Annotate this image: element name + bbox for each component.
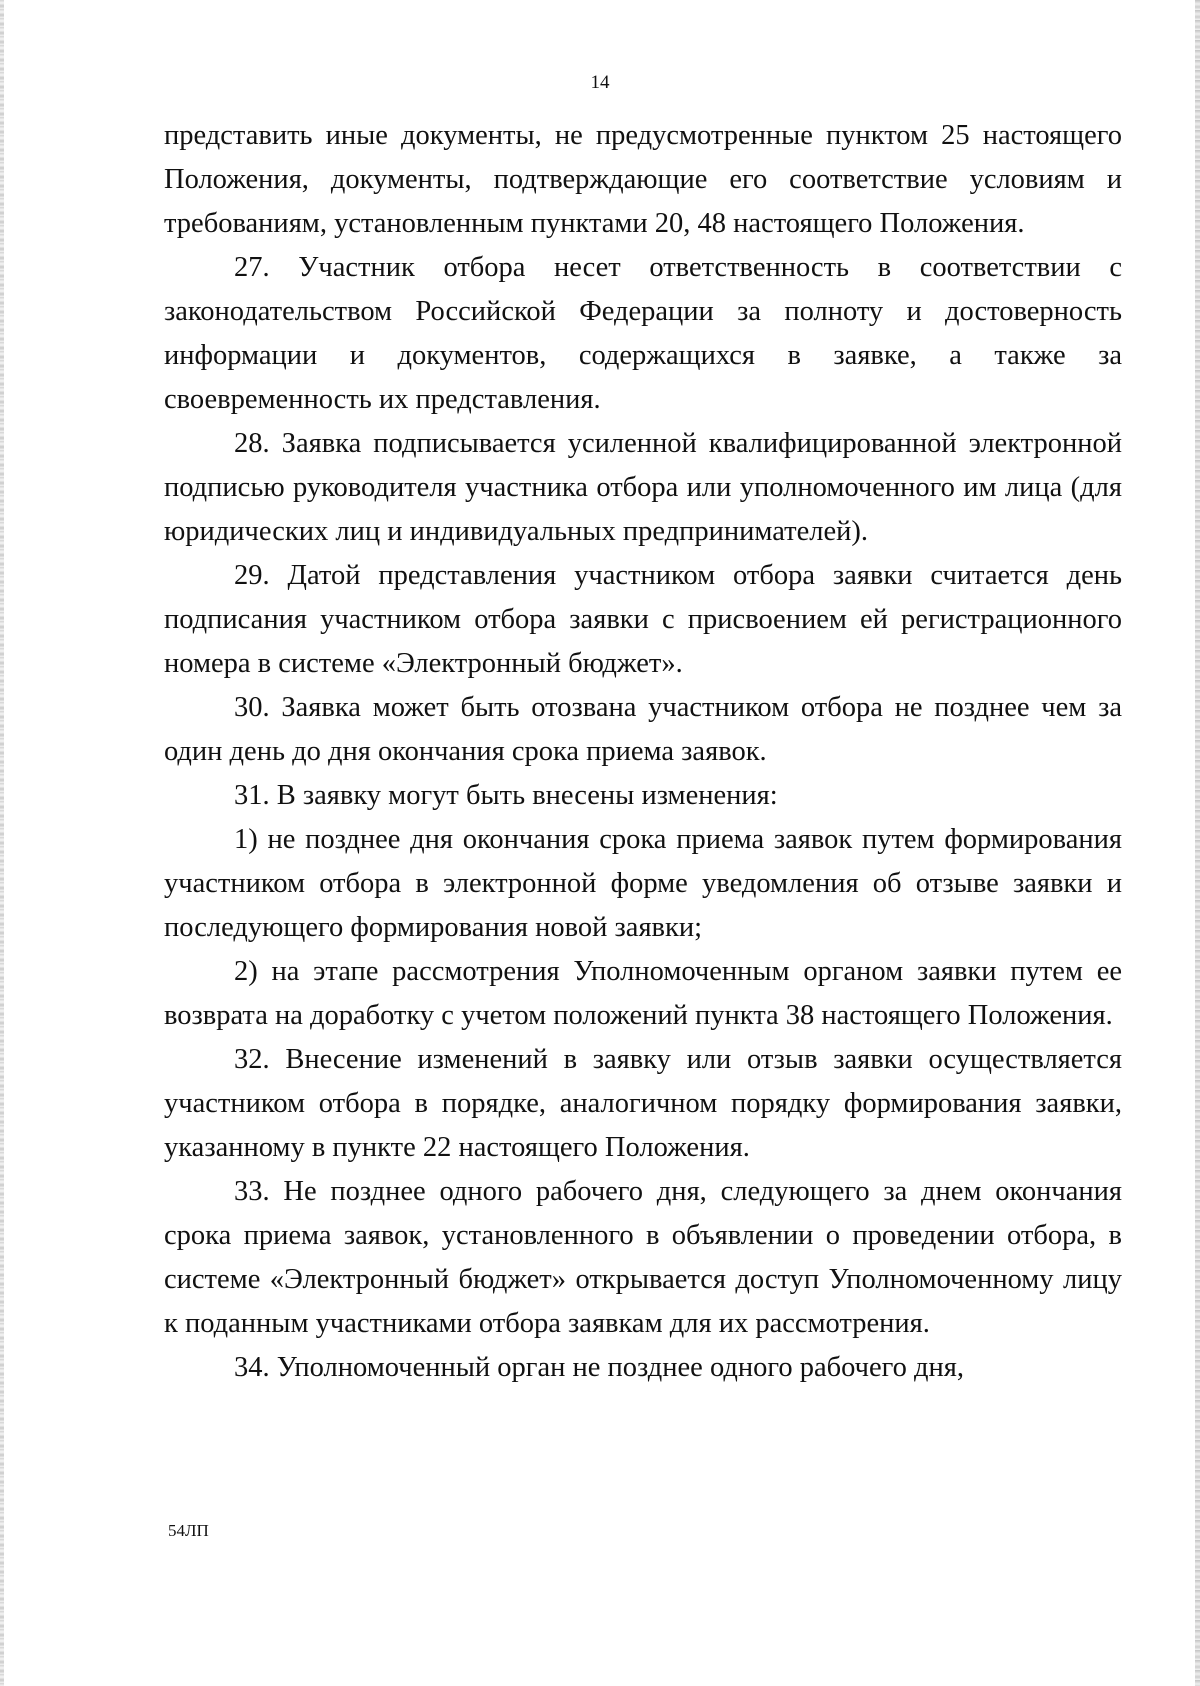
paragraph-31-item-1: 1) не позднее дня окончания срока приема заявок путем формирования участником отбора в электронной форме уведомления об отзыве заявки и последующего формирования новой заявки; <box>164 824 1122 943</box>
scan-edge-right <box>1195 0 1200 1686</box>
paragraph-27: 27. Участник отбора несет ответственность в соответствии с законодательством Российской Федерации за полноту и достоверность информации и документов, содержащихся в заявке, а также за своевременность их представления. <box>164 252 1122 415</box>
scan-edge-left <box>0 0 4 1686</box>
footer-code: 54ЛП <box>168 1521 209 1540</box>
paragraph-31: 31. В заявку могут быть внесены изменения: <box>234 780 778 811</box>
paragraph-28: 28. Заявка подписывается усиленной квалифицированной электронной подписью руководителя участника отбора или уполномоченного им лица (для юридических лиц и индивидуальных предпринимателей). <box>164 428 1122 547</box>
paragraph-continuation: представить иные документы, не предусмотренные пунктом 25 настоящего Положения, документы, подтверждающие его соответствие условиям и требованиям, установленным пунктами 20, 48 настоящего Положения. <box>164 120 1122 239</box>
paragraph-32: 32. Внесение изменений в заявку или отзыв заявки осуществляется участником отбора в порядке, аналогичном порядку формирования заявки, указанному в пункте 22 настоящего Положения. <box>164 1044 1122 1163</box>
paragraph-29: 29. Датой представления участником отбора заявки считается день подписания участником отбора заявки с присвоением ей регистрационного номера в системе «Электронный бюджет». <box>164 560 1122 679</box>
paragraph-31-item-2: 2) на этапе рассмотрения Уполномоченным органом заявки путем ее возврата на доработку с учетом положений пункта 38 настоящего Положения. <box>164 956 1122 1031</box>
document-body <box>164 114 1122 1390</box>
paragraph-30: 30. Заявка может быть отозвана участником отбора не позднее чем за один день до дня окончания срока приема заявок. <box>164 692 1122 767</box>
paragraph-34: 34. Уполномоченный орган не позднее одного рабочего дня, <box>234 1352 964 1383</box>
page-number: 14 <box>590 72 610 93</box>
paragraph-33: 33. Не позднее одного рабочего дня, следующего за днем окончания срока приема заявок, установленного в объявлении о проведении отбора, в системе «Электронный бюджет» открывается доступ Уполномоченному лицу к поданным участниками отбора заявкам для их рассмотрения. <box>164 1176 1122 1339</box>
